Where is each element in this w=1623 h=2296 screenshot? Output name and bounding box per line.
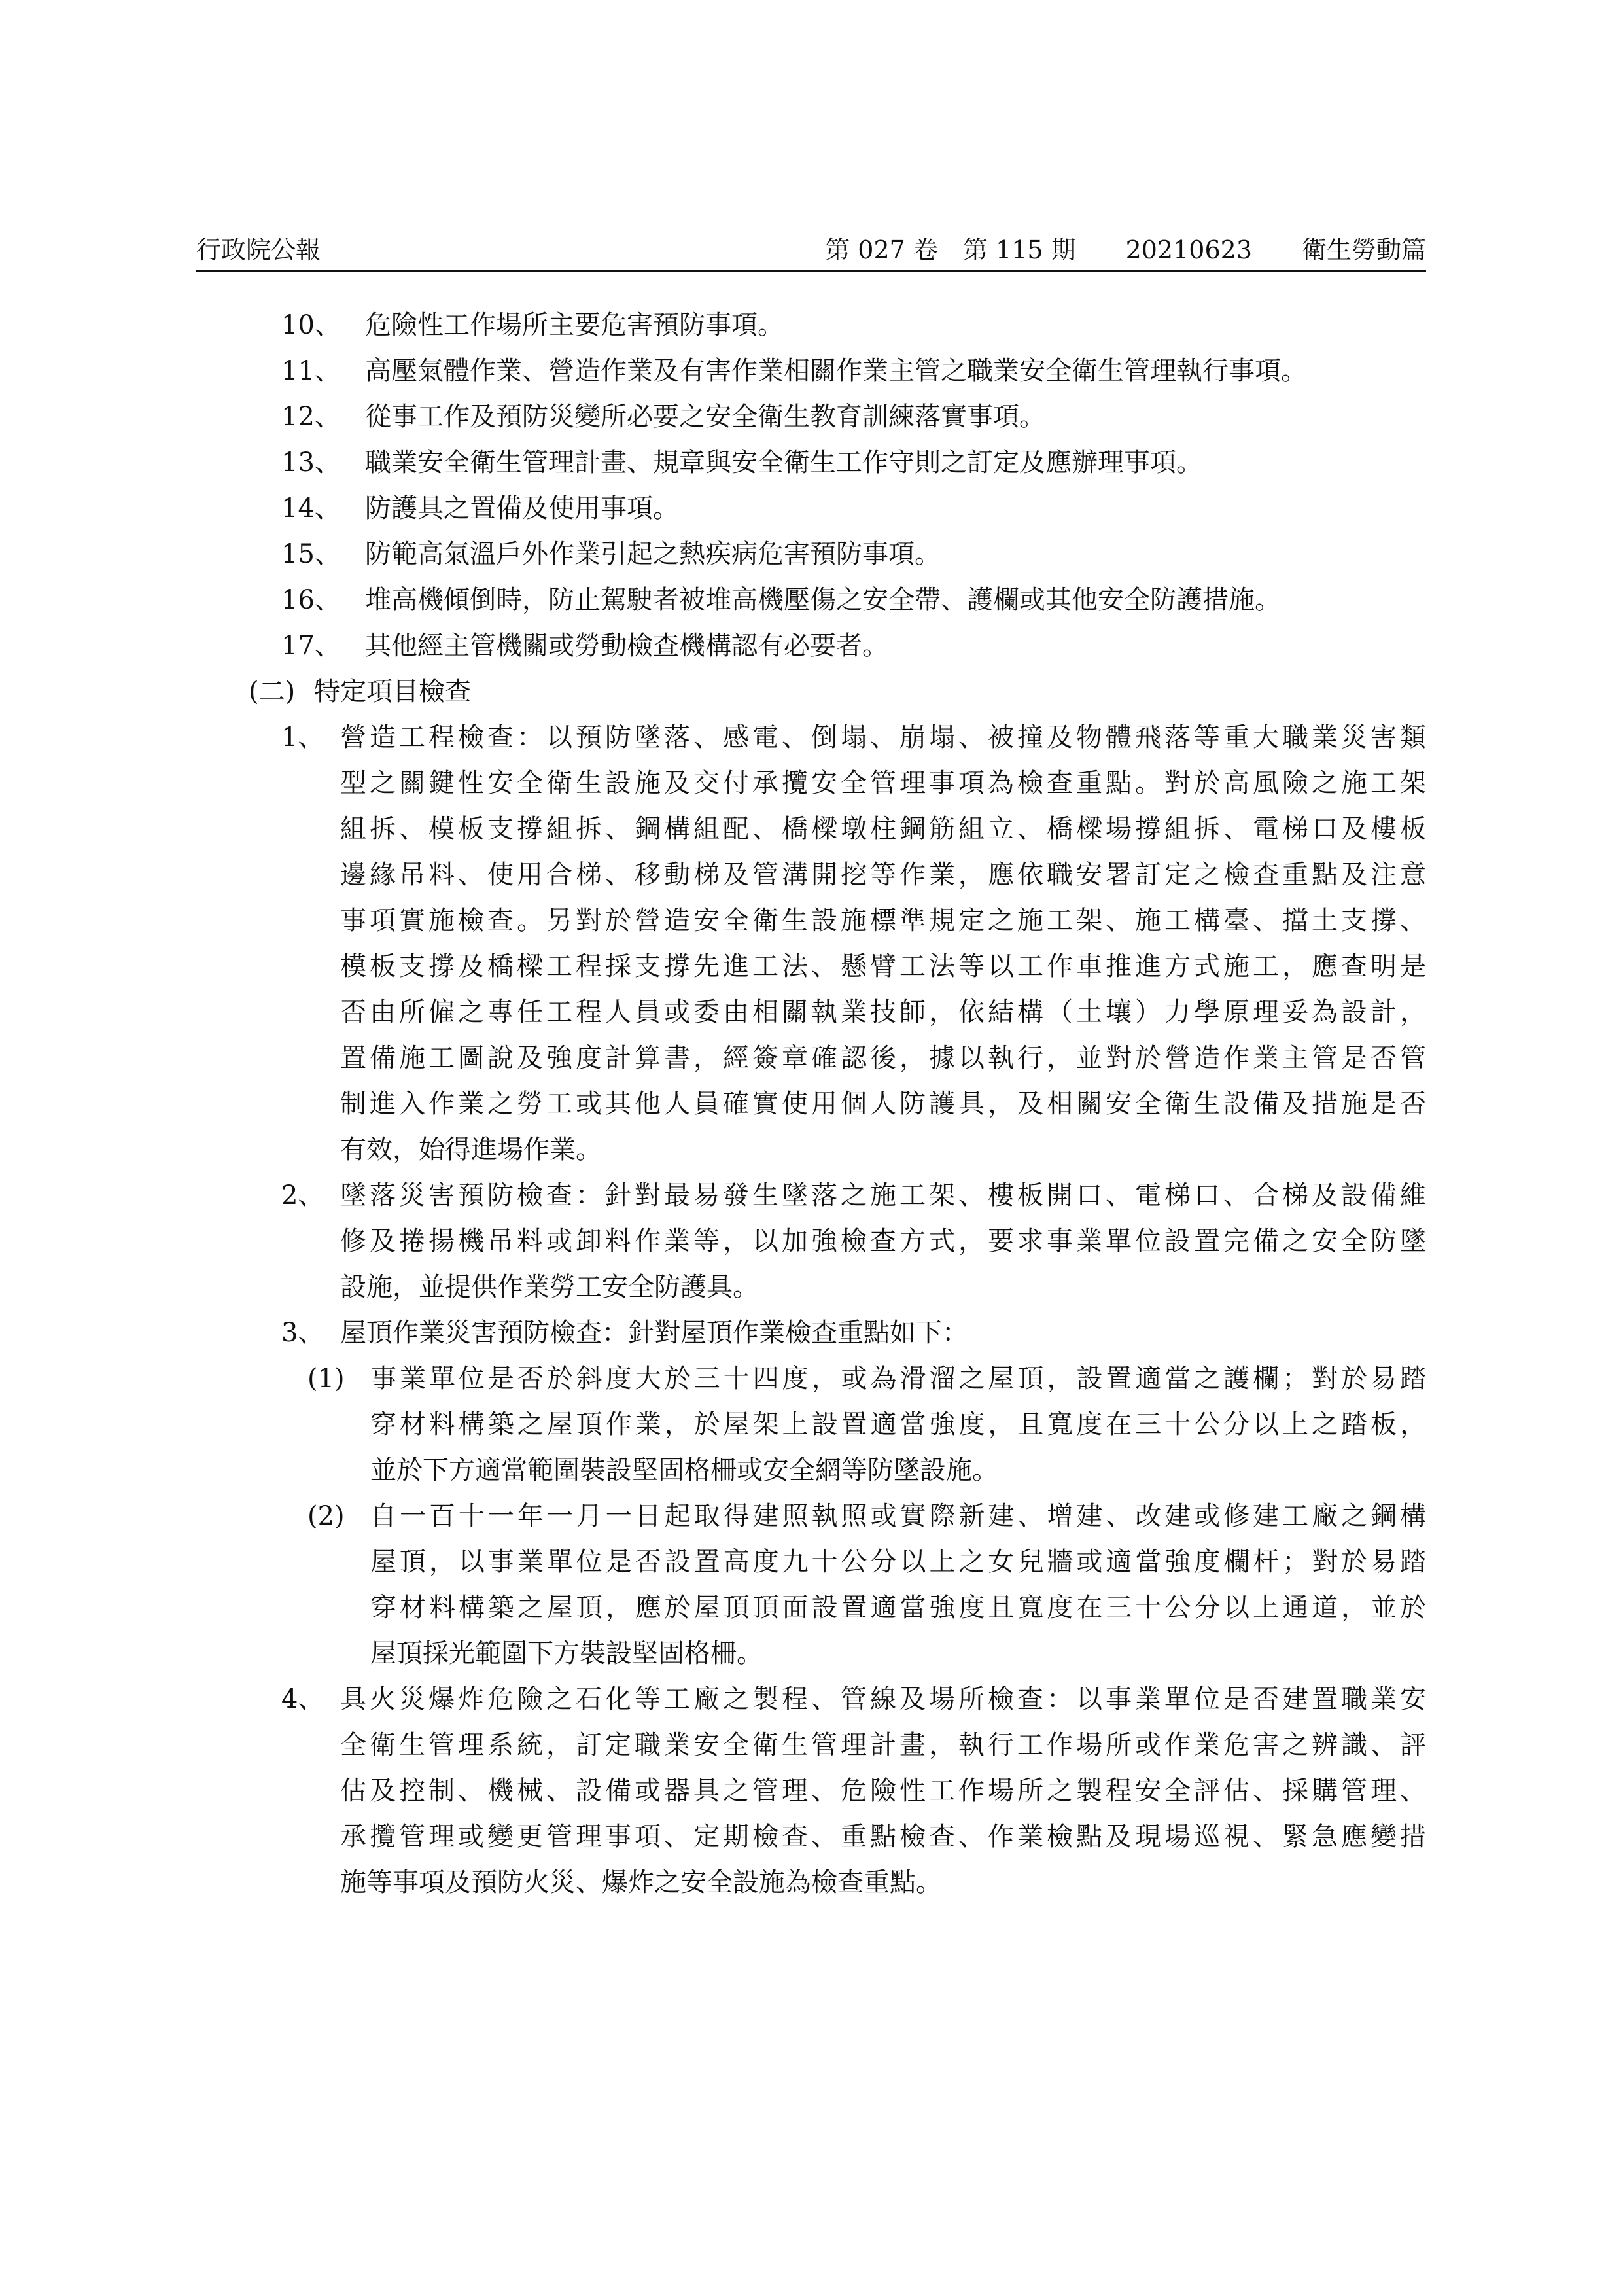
item-number: 1、: [281, 722, 324, 752]
paragraph-line: 全衛生管理系統，訂定職業安全衛生管理計畫，執行工作場所或作業危害之辨識、評: [340, 1730, 1426, 1760]
item-number: 10、: [281, 310, 341, 340]
paragraph-line: 承攬管理或變更管理事項、定期檢查、重點檢查、作業檢點及現場巡視、緊急應變措: [340, 1822, 1426, 1852]
item-number: 16、: [281, 585, 341, 615]
header-rule: [196, 270, 1426, 272]
item-text: 防範高氣溫戶外作業引起之熱疾病危害預防事項。: [365, 539, 941, 569]
document-body: [196, 302, 1426, 1905]
paragraph-line: 修及捲揚機吊料或卸料作業等，以加強檢查方式，要求事業單位設置完備之安全防墜: [340, 1226, 1426, 1256]
item-number: 13、: [281, 448, 341, 478]
paragraph-line: 自一百十一年一月一日起取得建照執照或實際新建、增建、改建或修建工廠之鋼構: [370, 1501, 1426, 1531]
item-number: 2、: [281, 1180, 324, 1210]
paragraph-line: 估及控制、機械、設備或器具之管理、危險性工作場所之製程安全評估、採購管理、: [340, 1776, 1426, 1806]
paragraph-line: 制進入作業之勞工或其他人員確實使用個人防護具，及相關安全衛生設備及措施是否: [340, 1089, 1426, 1119]
paragraph-line: 營造工程檢查：以預防墜落、感電、倒塌、崩塌、被撞及物體飛落等重大職業災害類: [340, 722, 1426, 752]
list-item: [196, 486, 1426, 531]
list-item: [196, 302, 1426, 348]
paragraph-line: 型之關鍵性安全衛生設施及交付承攬安全管理事項為檢查重點。對於高風險之施工架: [340, 768, 1426, 798]
paragraph-line: 事項實施檢查。另對於營造安全衛生設施標準規定之施工架、施工構臺、擋土支撐、: [340, 906, 1426, 936]
issue-info: 第 027 卷 第 115 期 20210623 衛生勞動篇: [825, 236, 1426, 264]
item-text: 堆高機傾倒時，防止駕駛者被堆高機壓傷之安全帶、護欄或其他安全防護措施。: [365, 585, 1281, 615]
paragraph-line: 墜落災害預防檢查：針對最易發生墜落之施工架、樓板開口、電梯口、合梯及設備維: [340, 1180, 1426, 1210]
paragraph-line: 穿材料構築之屋頂作業，於屋架上設置適當強度，且寬度在三十公分以上之踏板，: [370, 1409, 1426, 1439]
paragraph-line: 並於下方適當範圍裝設堅固格柵或安全網等防墜設施。: [370, 1455, 998, 1485]
item-text: 職業安全衛生管理計畫、規章與安全衛生工作守則之訂定及應辦理事項。: [365, 448, 1202, 478]
item-number: (1): [307, 1364, 345, 1394]
item-number: 11、: [281, 356, 341, 386]
item-text: 從事工作及預防災變所必要之安全衛生教育訓練落實事項。: [365, 402, 1045, 432]
section-title: 特定項目檢查: [314, 677, 471, 707]
list-item: [196, 623, 1426, 669]
paragraph-line: 屋頂作業災害預防檢查：針對屋頂作業檢查重點如下：: [340, 1318, 968, 1348]
paragraph-line: 模板支撐及橋樑工程採支撐先進工法、懸臂工法等以工作車推進方式施工，應查明是: [340, 951, 1426, 981]
list-item: [196, 348, 1426, 394]
item-text: 高壓氣體作業、營造作業及有害作業相關作業主管之職業安全衛生管理執行事項。: [365, 356, 1307, 386]
paragraph-line: 否由所僱之專任工程人員或委由相關執業技師，依結構（土壤）力學原理妥為設計，: [340, 997, 1426, 1027]
gazette-name: 行政院公報: [196, 236, 321, 264]
item-number: 17、: [281, 631, 341, 661]
paragraph-line: 設施，並提供作業勞工安全防護具。: [340, 1272, 759, 1302]
paragraph-line: 有效，始得進場作業。: [340, 1135, 602, 1165]
section-heading: [196, 669, 1426, 715]
list-item: [196, 531, 1426, 577]
item-number: 14、: [281, 493, 341, 523]
item-text: 其他經主管機關或勞動檢查機構認有必要者。: [365, 631, 888, 661]
item-number: 3、: [281, 1318, 324, 1348]
paragraph-line: 事業單位是否於斜度大於三十四度，或為滑溜之屋頂，設置適當之護欄；對於易踏: [370, 1364, 1426, 1394]
paragraph-line: 穿材料構築之屋頂，應於屋頂頂面設置適當強度且寬度在三十公分以上通道，並於: [370, 1593, 1426, 1623]
list-item: [196, 394, 1426, 440]
item-number: 4、: [281, 1684, 324, 1714]
page-header: [196, 230, 1426, 270]
item-text: 防護具之置備及使用事項。: [365, 493, 679, 523]
paragraph-line: 具火災爆炸危險之石化等工廠之製程、管線及場所檢查：以事業單位是否建置職業安: [340, 1684, 1426, 1714]
list-item: [196, 577, 1426, 623]
section-marker: (二): [249, 677, 296, 707]
item-number: 15、: [281, 539, 341, 569]
paragraph-line: 邊緣吊料、使用合梯、移動梯及管溝開挖等作業，應依職安署訂定之檢查重點及注意: [340, 860, 1426, 890]
item-text: 危險性工作場所主要危害預防事項。: [365, 310, 784, 340]
list-item: [196, 440, 1426, 486]
paragraph-line: 施等事項及預防火災、爆炸之安全設施為檢查重點。: [340, 1867, 942, 1898]
paragraph-line: 屋頂，以事業單位是否設置高度九十公分以上之女兒牆或適當強度欄杆；對於易踏: [370, 1547, 1426, 1577]
paragraph-line: 組拆、模板支撐組拆、鋼構組配、橋樑墩柱鋼筋組立、橋樑場撐組拆、電梯口及樓板: [340, 814, 1426, 844]
paragraph-line: 屋頂採光範圍下方裝設堅固格柵。: [370, 1638, 763, 1669]
paragraph-line: 置備施工圖說及強度計算書，經簽章確認後，據以執行，並對於營造作業主管是否管: [340, 1043, 1426, 1073]
item-number: (2): [307, 1501, 345, 1531]
item-number: 12、: [281, 402, 341, 432]
